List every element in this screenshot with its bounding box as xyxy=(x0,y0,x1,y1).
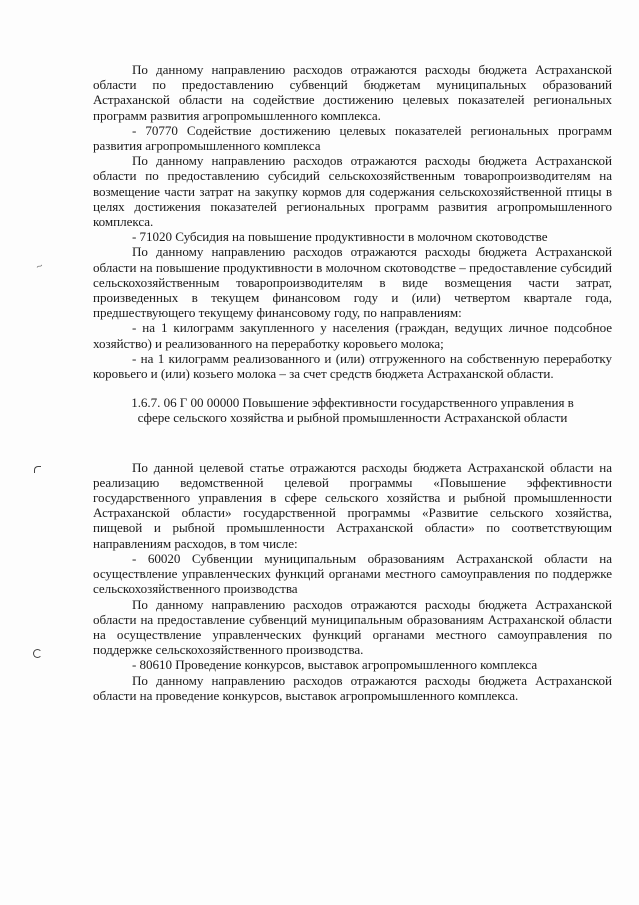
section-heading xyxy=(93,395,612,425)
paragraph-11: - 80610 Проведение конкурсов, выставок агропромышленного комплекса xyxy=(132,657,538,673)
paragraph-10: По данному направлению расходов отражаются расходы бюджета Астраханской области на предоставление субвенций муниципальным образованиям Астраханской области на осуществление управленческих функций органами местного самоуправления по поддержке сельскохозяйственного производства. xyxy=(93,596,612,658)
paragraph-8: По данной целевой статье отражаются расходы бюджета Астраханской области на реализацию ведомственной целевой программы «Повышение эффективности государственного управления в сфере сельского хозяйства и рыбной промышленности Астраханской области» государственной программы «Развитие сельского хозяйства, пищевой и рыбной промышленности Астраханской области» по соответствующим направлениям расходов, в том числе: xyxy=(93,459,612,551)
section-heading-line-2: сфере сельского хозяйства и рыбной промышленности Астраханской области xyxy=(137,410,568,426)
paragraph-1: По данному направлению расходов отражаются расходы бюджета Астраханской области по предоставлению субвенций бюджетам муниципальных образований Астраханской области на содействие достижению целевых показателей региональных программ развития агропромышленного комплекса. xyxy=(93,62,612,123)
paragraph-12: По данному направлению расходов отражаются расходы бюджета Астраханской области на проведение конкурсов, выставок агропромышленного комплекса. xyxy=(93,672,612,703)
paragraph-5: По данному направлению расходов отражаются расходы бюджета Астраханской области на повышение продуктивности в молочном скотоводстве – предоставление субсидий сельскохозяйственным товаропроизводителям в виде возмещения части затрат, произведенных в текущем финансовом году и (или) четвертом квартале года, предшествующего текущему финансовому году, по направлениям: xyxy=(93,244,612,321)
margin-mark-hook xyxy=(34,466,41,473)
paragraph-3: По данному направлению расходов отражаются расходы бюджета Астраханской области по предоставлению субсидий сельскохозяйственным товаропроизводителям на возмещение части затрат на закупку кормов для содержания сельскохозяйственной птицы в целях достижения показателей региональных программ развития агропромышленного комплекса. xyxy=(93,153,612,230)
margin-mark-circle xyxy=(33,649,42,658)
margin-mark-squiggle: ~ xyxy=(34,261,46,273)
document-body xyxy=(93,62,612,703)
paragraph-6: - на 1 килограмм закупленного у населения (граждан, ведущих личное подсобное хозяйство) и реализованного на переработку коровьего молока; xyxy=(93,320,612,351)
paragraph-4: - 71020 Субсидия на повышение продуктивности в молочном скотоводстве xyxy=(132,229,548,245)
paragraph-2: - 70770 Содействие достижению целевых показателей региональных программ развития агропромышленного комплекса xyxy=(93,122,612,154)
paragraph-7: - на 1 килограмм реализованного и (или) отгруженного на собственную переработку коровьего и (или) козьего молока – за счет средств бюджета Астраханской области. xyxy=(93,350,612,382)
section-heading-line-1: 1.6.7. 06 Г 00 00000 Повышение эффективности государственного управления в xyxy=(131,395,574,411)
paragraph-9: - 60020 Субвенции муниципальным образованиям Астраханской области на осуществление управленческих функций органами местного самоуправления по поддержке сельскохозяйственного производства xyxy=(93,550,612,597)
